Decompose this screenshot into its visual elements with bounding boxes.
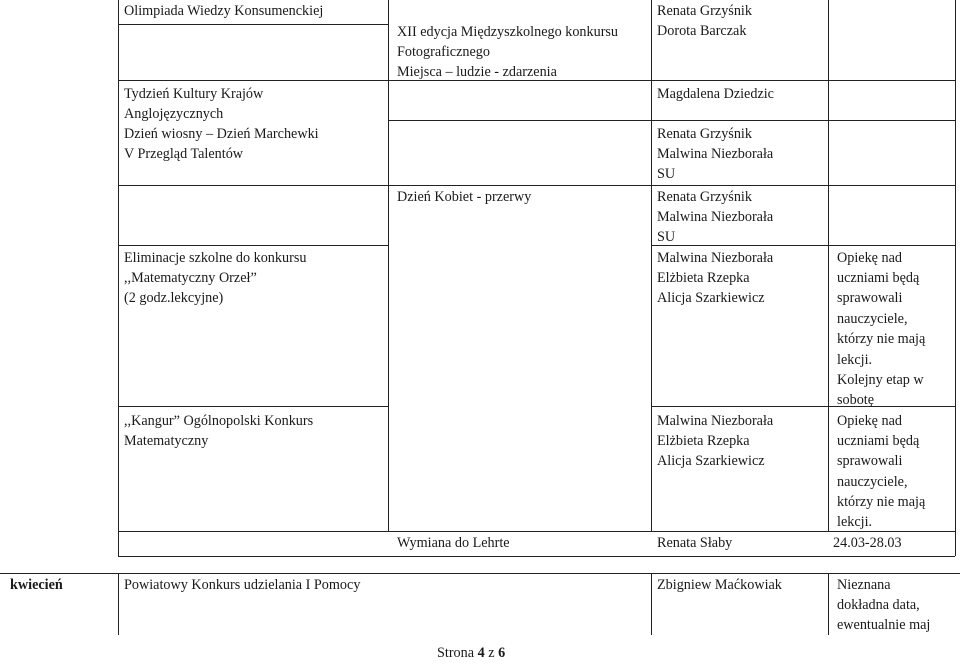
person-april: Zbigniew Maćkowiak [657, 577, 782, 593]
page-footer [437, 643, 505, 664]
note-orzel-8: sobotę [837, 392, 875, 408]
event-kangur-line1: ,,Kangur” Ogólnopolski Konkurs [124, 413, 314, 429]
note-orzel-7: Kolejny etap w [837, 372, 924, 388]
note-kangur-2: uczniami będą [837, 433, 920, 449]
event-orzel-line1: Eliminacje szkolne do konkursu [124, 250, 307, 266]
person-kobiet-2: Malwina Niezborała [657, 209, 774, 225]
person-kangur-3: Alicja Szarkiewicz [657, 453, 765, 469]
note-kangur-6: lekcji. [837, 514, 873, 530]
event-wiosna-line1: Dzień wiosny – Dzień Marchewki [124, 126, 319, 142]
page-current: 4 [477, 645, 485, 661]
page-footer-middle: z [484, 645, 499, 661]
event-fotografia-line1: XII edycja Międzyszkolnego konkursu [397, 24, 619, 40]
person-wiosna-1: Renata Grzyśnik [657, 126, 752, 142]
person-orzel-3: Alicja Szarkiewicz [657, 290, 765, 306]
event-orzel-line2: ,,Matematyczny Orzeł” [124, 270, 257, 286]
event-fotografia-line2: Fotograficznego [397, 44, 490, 60]
person-lehrte: Renata Słaby [657, 535, 733, 551]
person-orzel-2: Elżbieta Rzepka [657, 270, 750, 286]
event-kultura-line2: Anglojęzycznych [124, 106, 224, 122]
note-april-2: dokładna data, [837, 597, 920, 613]
note-april-1: Nieznana [837, 577, 891, 593]
person-kangur-2: Elżbieta Rzepka [657, 433, 750, 449]
event-wiosna-line2: V Przegląd Talentów [124, 146, 244, 162]
event-kultura-line1: Tydzień Kultury Krajów [124, 86, 264, 102]
month-april: kwiecień [10, 577, 63, 593]
note-orzel-4: nauczyciele, [837, 311, 908, 327]
person-kultura-1: Magdalena Dziedzic [657, 86, 774, 102]
person-kangur-1: Malwina Niezborała [657, 413, 774, 429]
note-orzel-1: Opiekę nad [837, 250, 903, 266]
page-footer-prefix: Strona [437, 645, 478, 661]
note-kangur-3: sprawowali [837, 453, 903, 469]
person-wiosna-2: Malwina Niezborała [657, 146, 774, 162]
note-orzel-6: lekcji. [837, 352, 873, 368]
person-orzel-1: Malwina Niezborała [657, 250, 774, 266]
event-orzel-line3: (2 godz.lekcyjne) [124, 290, 224, 306]
note-orzel-2: uczniami będą [837, 270, 920, 286]
event-lehrte: Wymiana do Lehrte [397, 535, 510, 551]
note-orzel-5: którzy nie mają [837, 331, 926, 347]
event-kobiet: Dzień Kobiet - przerwy [397, 189, 532, 205]
event-fotografia-line3: Miejsca – ludzie - zdarzenia [397, 64, 557, 80]
person-fotografia-2: Dorota Barczak [657, 23, 747, 39]
person-kobiet-1: Renata Grzyśnik [657, 189, 752, 205]
event-april: Powiatowy Konkurs udzielania I Pomocy [124, 577, 361, 593]
person-wiosna-3: SU [657, 166, 676, 182]
note-orzel-3: sprawowali [837, 290, 903, 306]
page-total: 6 [498, 645, 506, 661]
event-kangur-line2: Matematyczny [124, 433, 209, 449]
person-kobiet-3: SU [657, 229, 676, 245]
date-lehrte: 24.03-28.03 [833, 535, 902, 551]
note-kangur-5: którzy nie mają [837, 494, 926, 510]
note-kangur-4: nauczyciele, [837, 474, 908, 490]
person-fotografia-1: Renata Grzyśnik [657, 3, 752, 19]
note-kangur-1: Opiekę nad [837, 413, 903, 429]
event-olimpiada: Olimpiada Wiedzy Konsumenckiej [124, 3, 324, 19]
note-april-3: ewentualnie maj [837, 617, 931, 633]
